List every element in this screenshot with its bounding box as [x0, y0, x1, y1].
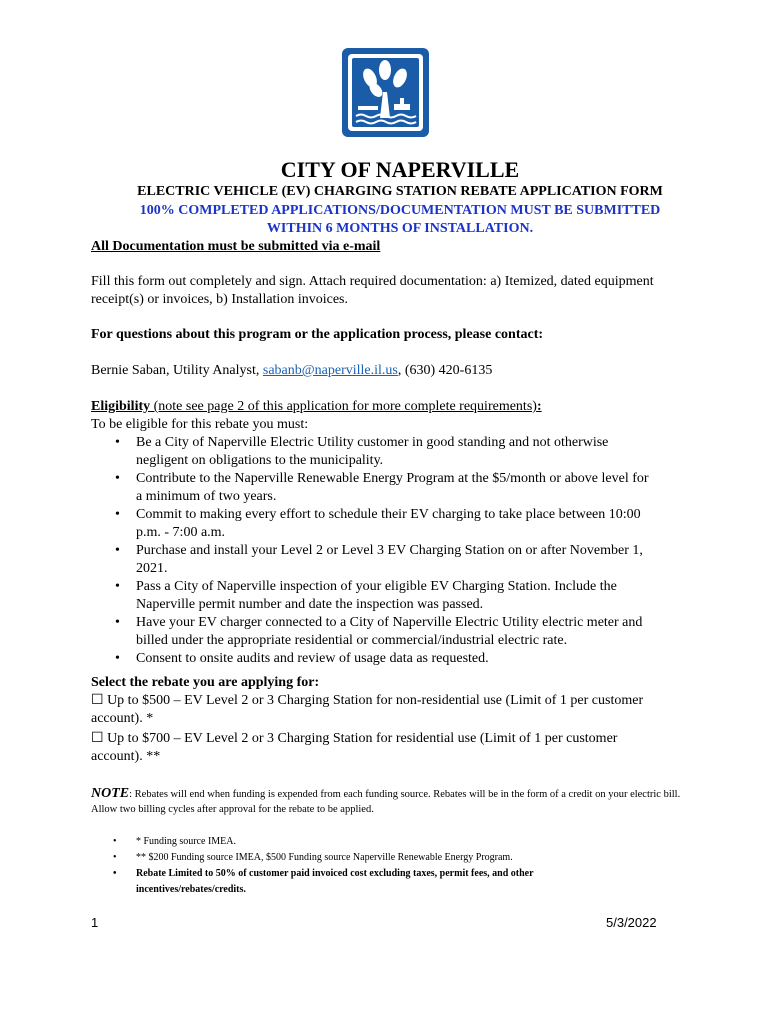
rebate-option-non-residential	[91, 692, 651, 728]
intro-instructions: Fill this form out completely and sign. Attach required documentation: a) Itemized, dated equipment receipt(s) or invoices, b) Installation invoices.	[91, 274, 654, 307]
rebate-option-residential	[91, 730, 651, 766]
eligibility-heading-label: Eligibility	[91, 399, 151, 414]
form-title: ELECTRIC VEHICLE (EV) CHARGING STATION REBATE APPLICATION FORM	[137, 184, 663, 199]
contact-email-link[interactable]: sabanb@naperville.il.us	[262, 363, 398, 378]
submission-deadline-notice	[0, 202, 770, 238]
note-text: : Rebates will end when funding is expended from each funding source. Rebates will be in the form of a credit on your electric bill. Allow two billing cycles after approval for the rebate to be applied.	[91, 789, 681, 815]
page-title: CITY OF NAPERVILLE	[280, 157, 520, 182]
footnote-list	[91, 834, 651, 898]
naperville-tree-logo-icon	[342, 48, 429, 137]
documentation-email-note: All Documentation must be submitted via e-mail	[91, 239, 381, 254]
notice-line-1: 100% COMPLETED APPLICATIONS/DOCUMENTATION MUST BE SUBMITTED	[139, 203, 661, 218]
list-item: • Have your EV charger connected to a City of Naperville Electric Utility electric meter and billed under the appropriate residential or commercial/industrial electric rate.	[91, 614, 656, 650]
list-item: • Consent to onsite audits and review of usage data as requested.	[91, 650, 656, 668]
eligibility-section	[91, 398, 691, 668]
list-item: • Be a City of Naperville Electric Utility customer in good standing and not otherwise negligent on obligations to the municipality.	[91, 434, 656, 470]
contact-line	[91, 362, 492, 380]
rebate-selection-heading: Select the rebate you are applying for:	[91, 675, 320, 690]
questions-heading: For questions about this program or the application process, please contact:	[91, 327, 544, 342]
list-item: • * Funding source IMEA.	[91, 834, 576, 850]
footnotes	[91, 834, 651, 898]
list-item: • Commit to making every effort to schedule their EV charging to take place between 10:00 p.m. - 7:00 a.m.	[91, 506, 656, 542]
contact-phone: , (630) 420-6135	[397, 363, 493, 378]
list-item: • Purchase and install your Level 2 or Level 3 EV Charging Station on or after November 1, 2021.	[91, 542, 656, 578]
eligibility-heading-note: (note see page 2 of this application for more complete requirements)	[150, 399, 537, 414]
eligibility-list	[91, 434, 691, 668]
notice-line-2: WITHIN 6 MONTHS OF INSTALLATION.	[266, 221, 534, 236]
contact-name: Bernie Saban, Utility Analyst,	[91, 363, 263, 378]
footer-date: 5/3/2022	[606, 915, 657, 930]
list-item: • ** $200 Funding source IMEA, $500 Funding source Naperville Renewable Energy Program.	[91, 850, 576, 866]
rebate-checkbox-non-residential[interactable]: ☐	[91, 693, 104, 708]
rebate-checkbox-residential[interactable]: ☐	[91, 731, 104, 746]
list-item: • Contribute to the Naperville Renewable Energy Program at the $5/month or above level for a minimum of two years.	[91, 470, 656, 506]
note-label: NOTE	[91, 786, 130, 801]
eligibility-heading-colon: :	[536, 399, 542, 414]
rebate-option-label: Up to $500 – EV Level 2 or 3 Charging Station for non-residential use (Limit of 1 per customer account). *	[91, 693, 644, 726]
list-item: • Pass a City of Naperville inspection of your eligible EV Charging Station. Include the Naperville permit number and date the inspection was passed.	[91, 578, 656, 614]
eligibility-heading	[91, 398, 691, 416]
page-number: 1	[91, 915, 99, 930]
eligibility-lead: To be eligible for this rebate you must:	[91, 417, 309, 432]
list-item: • Rebate Limited to 50% of customer paid invoiced cost excluding taxes, permit fees, and other incentives/rebates/credits.	[91, 866, 576, 898]
funding-note	[91, 786, 681, 817]
rebate-option-label: Up to $700 – EV Level 2 or 3 Charging Station for residential use (Limit of 1 per customer account). **	[91, 731, 618, 764]
